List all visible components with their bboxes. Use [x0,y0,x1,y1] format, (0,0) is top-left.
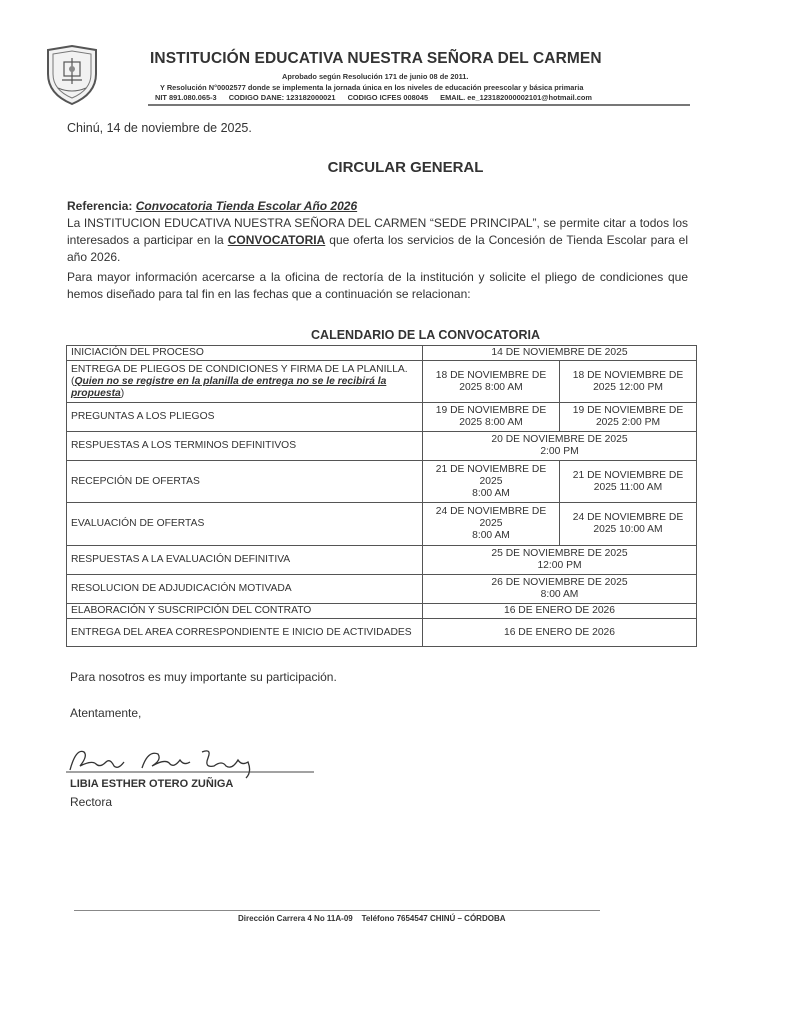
table-row [67,403,697,432]
activity-text: ENTREGA DE PLIEGOS DE CONDICIONES Y FIRMA DE LA PLANILLA. [71,363,408,375]
convocatoria-emphasis: CONVOCATORIA [227,233,326,247]
calendar-title: CALENDARIO DE LA CONVOCATORIA [311,328,540,342]
start-date-text: 24 DE NOVIEMBRE DE 2025 [435,506,547,529]
institution-name: INSTITUCIÓN EDUCATIVA NUESTRA SEÑORA DEL CARMEN [150,50,602,67]
header-codes [155,93,602,102]
end-date-cell: 19 DE NOVIEMBRE DE 2025 2:00 PM [560,403,697,432]
start-date-text: 21 DE NOVIEMBRE DE 2025 [435,463,547,487]
time-text: 12:00 PM [537,560,582,571]
start-time-text: 8:00 AM [472,487,510,499]
document-title: CIRCULAR GENERAL [327,159,484,176]
approval-resolution: Aprobado según Resolución 171 de junio 08 de 2011. [282,72,469,81]
calendar-table [66,345,697,647]
activity-cell [67,361,423,403]
table-row [67,346,697,361]
reference-label: Referencia: [67,199,133,213]
activity-cell: RECEPCIÓN DE OFERTAS [67,461,423,503]
footer-address: Dirección Carrera 4 No 11A-09 Teléfono 7654547 CHINÚ – CÓRDOBA [238,914,506,923]
start-date-cell: 18 DE NOVIEMBRE DE 2025 8:00 AM [423,361,560,403]
icfes-code: CODIGO ICFES 008045 [347,93,429,102]
activity-cell: PREGUNTAS A LOS PLIEGOS [67,403,423,432]
dane-code: CODIGO DANE: 123182000021 [228,93,336,102]
activity-cell: INICIACIÓN DEL PROCESO [67,346,423,361]
note-close: ) [120,387,125,399]
table-row [67,503,697,546]
start-date-cell [423,503,560,546]
note-open: ( [71,375,75,387]
intro-paragraph [67,215,688,266]
activity-cell: RESOLUCION DE ADJUDICACIÓN MOTIVADA [67,575,423,604]
table-row [67,432,697,461]
activity-cell: ENTREGA DEL AREA CORRESPONDIENTE E INICIO DE ACTIVIDADES [67,619,423,647]
institution-crest-icon [44,44,100,106]
signer-name: LIBIA ESTHER OTERO ZUÑIGA [70,778,234,790]
intro-text-part2: que oferta los servicios de la Concesión de Tienda Escolar para el año 2026. [67,233,689,264]
activity-cell: RESPUESTAS A LA EVALUACIÓN DEFINITIVA [67,546,423,575]
time-text: 2:00 PM [540,446,579,457]
table-row [67,546,697,575]
date-text: 26 DE NOVIEMBRE DE 2025 [491,577,628,588]
table-row [67,461,697,503]
signer-role: Rectora [70,795,113,809]
activity-cell: ELABORACIÓN Y SUSCRIPCIÓN DEL CONTRATO [67,604,423,619]
email-address: EMAIL. ee_123182000002101@hotmail.com [440,93,592,102]
start-date-cell: 19 DE NOVIEMBRE DE 2025 8:00 AM [423,403,560,432]
reference-block [67,198,688,266]
date-text: 25 DE NOVIEMBRE DE 2025 [491,548,628,559]
start-date-cell [423,461,560,503]
nit-code: NIT 891.080.065-3 [155,93,217,102]
salutation: Atentamente, [70,706,142,720]
date-cell [423,432,697,461]
registration-note: Quien no se registre en la planilla de entrega no se le recibirá la propuesta [71,375,387,399]
reference-value: Convocatoria Tienda Escolar Año 2026 [135,199,358,213]
start-time-text: 8:00 AM [472,530,510,541]
table-row [67,604,697,619]
date-cell: 14 DE NOVIEMBRE DE 2025 [423,346,697,361]
activity-cell: EVALUACIÓN DE OFERTAS [67,503,423,546]
date-cell [423,546,697,575]
end-date-cell: 24 DE NOVIEMBRE DE 2025 10:00 AM [560,503,697,546]
end-date-cell: 21 DE NOVIEMBRE DE 2025 11:00 AM [560,461,697,503]
closing-text: Para nosotros es muy importante su participación. [70,670,337,684]
date-cell: 16 DE ENERO DE 2026 [423,604,697,619]
date-cell: 16 DE ENERO DE 2026 [423,619,697,647]
table-row [67,575,697,604]
intro-text-part1: La INSTITUCION EDUCATIVA NUESTRA SEÑORA DEL CARMEN “SEDE PRINCIPAL”, se permite citar a todos los interesados a participar en la [67,216,688,247]
handwritten-signature-icon [62,742,322,782]
end-date-cell: 18 DE NOVIEMBRE DE 2025 12:00 PM [560,361,697,403]
header-divider [148,104,690,106]
single-shift-resolution: Y Resolución N°0002577 donde se implementa la jornada única en los niveles de educación preescolar y básica primaria [160,83,584,92]
table-row [67,361,697,403]
footer-divider [74,910,600,911]
document-date: Chinú, 14 de noviembre de 2025. [67,121,252,135]
activity-cell: RESPUESTAS A LOS TERMINOS DEFINITIVOS [67,432,423,461]
table-row [67,619,697,647]
time-text: 8:00 AM [540,589,579,600]
date-text: 20 DE NOVIEMBRE DE 2025 [491,434,628,445]
date-cell [423,575,697,604]
info-paragraph: Para mayor información acercarse a la oficina de rectoría de la institución y solicite el pliego de condiciones que hemos diseñado para tal fin en las fechas que a continuación se relacionan: [67,270,688,301]
